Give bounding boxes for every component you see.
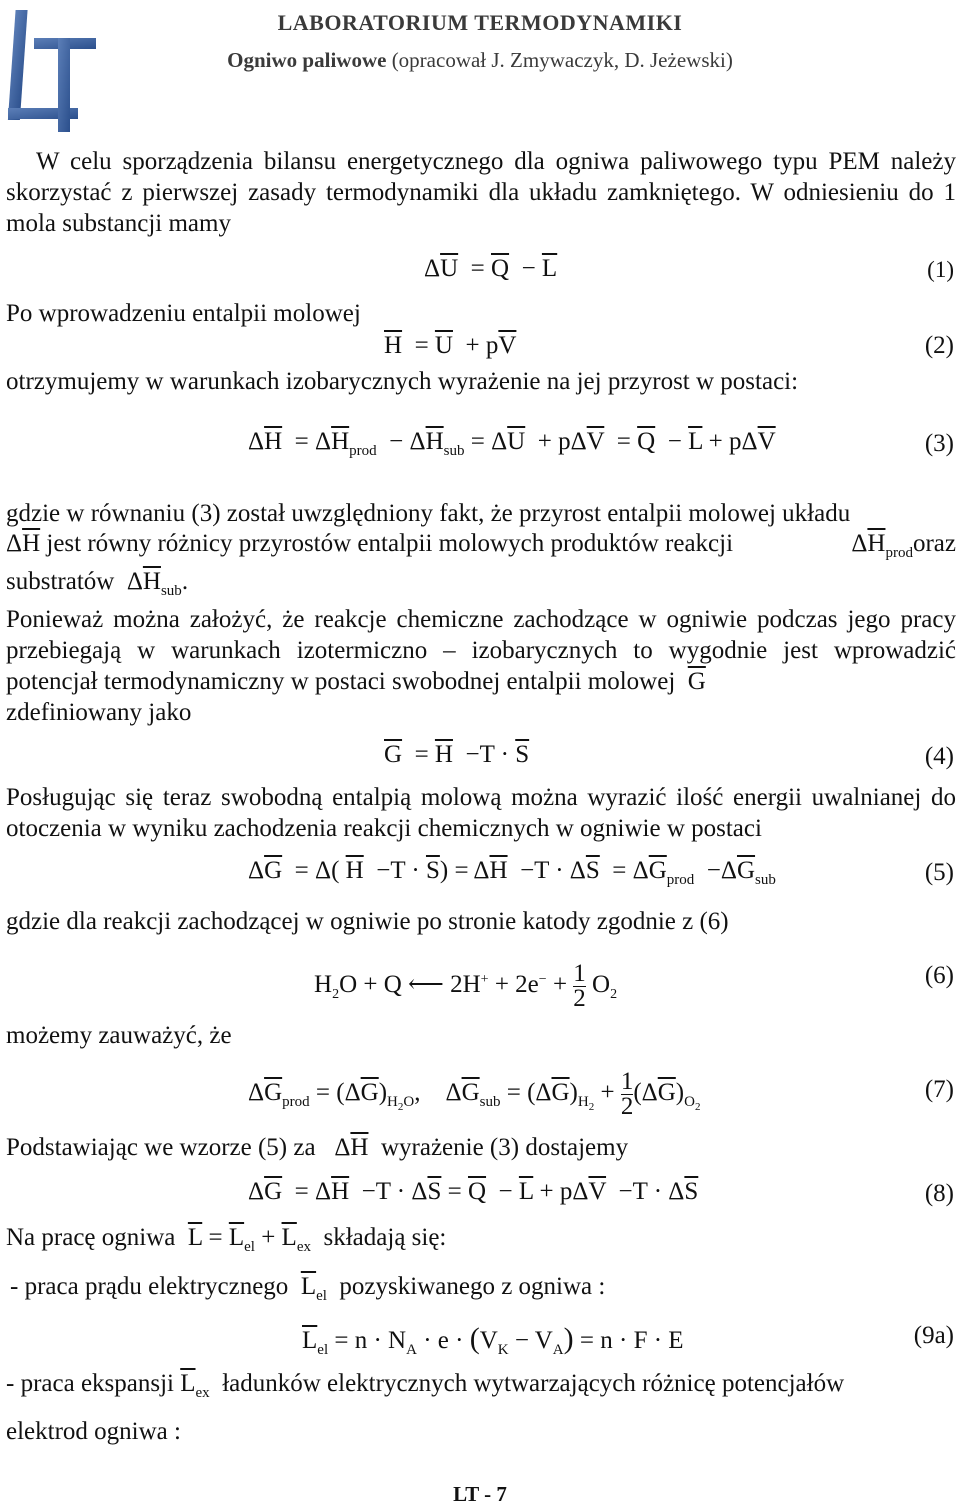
paragraph-work: Na pracę ogniwa $\overline{L} = \overline{L}_{el} + \overline{L}_{ex}$ składają się: <box>6 1224 447 1255</box>
paragraph-gibbs-usage: Posługując się teraz swobodną entalpią molową można wyrazić ilość energii uwalnianej do otoczenia w wyniku zachodzenia reakcji chemicznych w ogniwie w postaci <box>6 784 956 842</box>
equation-4: $\overline{G} = \overline{H} -T \cdot \overline{S}$ <box>384 741 530 768</box>
equation-number-3: (3) <box>924 430 954 457</box>
paragraph-expansion-work: - praca ekspansji $\overline{L}_{ex}$ ładunków elektrycznych wytwarzających różnicę potencjałów <box>6 1370 845 1401</box>
equation-number-1: (1) <box>927 257 954 282</box>
equation-number-4: (4) <box>924 743 954 770</box>
paragraph-enthalpy-line2: $\Delta\overline{H}$ jest równy różnicy przyrostów entalpii molowych produktów reakcji $\Delta\overline{H}_{prod}oraz$ <box>6 530 956 561</box>
lab-title: LABORATORIUM TERMODYNAMIKI <box>277 10 683 35</box>
equation-number-5: (5) <box>924 859 954 886</box>
equation-number-8: (8) <box>924 1180 954 1207</box>
paragraph-enthalpy-intro: Po wprowadzeniu entalpii molowej <box>6 300 361 327</box>
equation-2: $\overline{H} = \overline{U} + p\overline{V}$ <box>384 332 517 359</box>
equation-number-2: (2) <box>924 332 954 359</box>
paragraph-enthalpy-explanation: gdzie w równaniu (3) został uwzględniony fakt, że przyrost entalpii molowej układu <box>6 500 851 527</box>
equation-7: $\Delta\overline{G}_{prod} = (\Delta\overline{G})_{H_2O}$, $\Delta\overline{G}_{sub} = (\Delta\overline{G})_{H_2}$ + $\frac{1}{2}$ $(\Delta\overline{G})_{O_2}$ <box>248 1068 701 1120</box>
paragraph-enthalpy-line3: substratów $\Delta\overline{H}_{sub}$. <box>6 568 189 599</box>
paragraph-notice: możemy zauważyć, że <box>6 1022 232 1049</box>
svg-text:LT: LT <box>4 4 6 5</box>
paragraph-intro: W celu sporządzenia bilansu energetycznego dla ogniwa paliwowego typu PEM należy skorzystać z pierwszej zasady termodynamiki dla układu zamkniętego. W odniesieniu do 1 mola substancji mamy <box>6 148 956 237</box>
document-subtitle: Ogniwo paliwowe (opracował J. Zmywaczyk, D. Jeżewski) <box>227 48 733 72</box>
equation-6: $H_2O + Q$ ⟵ 2H+ + 2e− + $\frac{1}{2}$ $O_2$ <box>314 960 618 1012</box>
equation-number-9a: (9a) <box>913 1322 954 1349</box>
equation-1: $\Delta\overline{U} = \overline{Q} - \overline{L}$ <box>424 255 558 282</box>
equation-5: $\Delta\overline{G} = \Delta$( $\overline{H} -T \cdot \overline{S}) = \Delta\overline{H} -T \cdot \Delta\overline{S} = \Delta\overline{G}_{prod} -\Delta\overline{G}_{sub}$ <box>248 857 776 888</box>
equation-number-6: (6) <box>924 962 954 989</box>
paragraph-substitution: Podstawiając we wzorze (5) za $\Delta\overline{H}$ wyrażenie (3) dostajemy <box>6 1134 629 1161</box>
equation-number-7: (7) <box>924 1076 954 1103</box>
equation-3: $\Delta\overline{H} = \Delta\overline{H}_{prod} - \Delta\overline{H}_{sub} = \Delta\overline{U} + p\Delta\overline{V} = \overline{Q} - \overline{L} + p\Delta\overline{V}$ <box>248 428 776 459</box>
page-number: LT - 7 <box>453 1482 507 1506</box>
paragraph-electric-work: - praca prądu elektrycznego $\overline{L}_{el}$ pozyskiwanego z ogniwa : <box>10 1273 606 1304</box>
paragraph-gibbs-intro: Ponieważ można założyć, że reakcje chemiczne zachodzące w ogniwie podczas jego pracy przebiegają w warunkach izotermiczno – izobarycznych to wygodnie jest wprowadzić potencjał termodynamiczny w postaci swobodnej entalpii molowej $\overline{G}$ <box>6 606 956 695</box>
equation-8: $\Delta\overline{G} = \Delta\overline{H} -T \cdot \Delta\overline{S} = \overline{Q} - \overline{L} + p\Delta\overline{V} -T \cdot \Delta\overline{S}$ <box>248 1178 699 1205</box>
paragraph-electrodes: elektrod ogniwa : <box>6 1418 181 1445</box>
paragraph-isobaric: otrzymujemy w warunkach izobarycznych wyrażenie na jej przyrost w postaci: <box>6 368 799 395</box>
paragraph-gibbs-defined: zdefiniowany jako <box>6 699 192 726</box>
equation-9a: $\overline{L}_{el} = n \cdot N_A \cdot e \cdot (V_K - V_A) = n \cdot F \cdot E$ <box>302 1322 684 1358</box>
paragraph-cathode: gdzie dla reakcji zachodzącej w ogniwie po stronie katody zgodnie z (6) <box>6 908 729 935</box>
